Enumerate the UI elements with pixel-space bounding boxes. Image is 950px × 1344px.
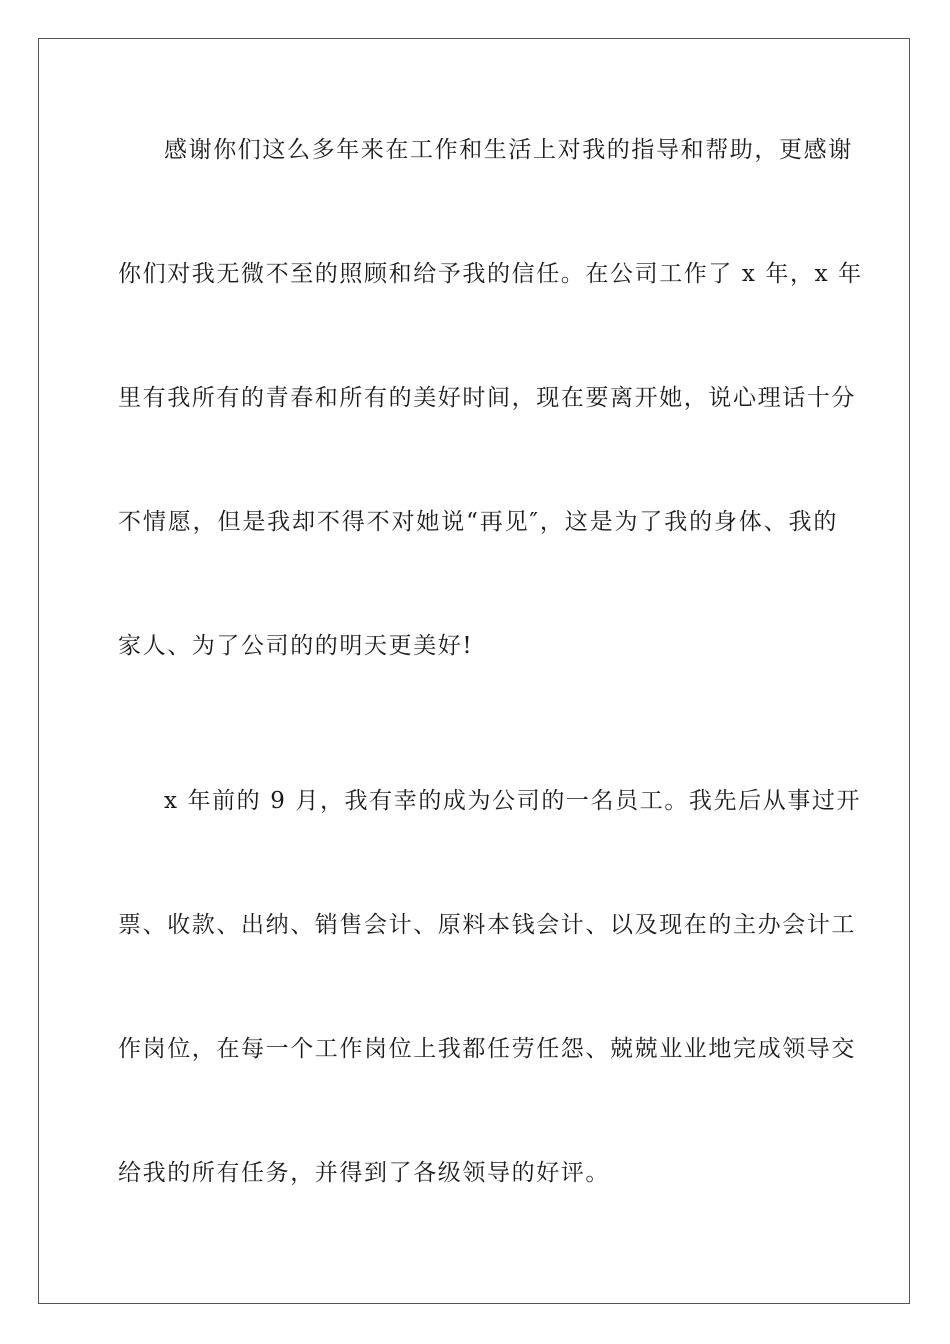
paragraph-1-line-5: 家人、为了公司的的明天更美好! (118, 633, 474, 659)
paragraph-2-line-2: 票、收款、出纳、销售会计、原料本钱会计、以及现在的主办会计工 (118, 912, 856, 938)
paragraph-2-line-1: x 年前的 9 月，我有幸的成为公司的一名员工。我先后从事过开 (164, 788, 862, 814)
paragraph-1-line-3: 里有我所有的青春和所有的美好时间，现在要离开她，说心理话十分 (118, 385, 856, 411)
page-border (38, 38, 910, 1304)
paragraph-2-line-3: 作岗位，在每一个工作岗位上我都任劳任怨、兢兢业业地完成领导交 (118, 1036, 856, 1062)
paragraph-2-line-4: 给我的所有任务，并得到了各级领导的好评。 (118, 1160, 610, 1186)
paragraph-1-line-4: 不情愿，但是我却不得不对她说“再见″，这是为了我的身体、我的 (118, 509, 838, 535)
paragraph-1-line-1: 感谢你们这么多年来在工作和生活上对我的指导和帮助，更感谢 (164, 137, 853, 163)
paragraph-1-line-2: 你们对我无微不至的照顾和给予我的信任。在公司工作了 x 年，x 年 (118, 261, 863, 287)
